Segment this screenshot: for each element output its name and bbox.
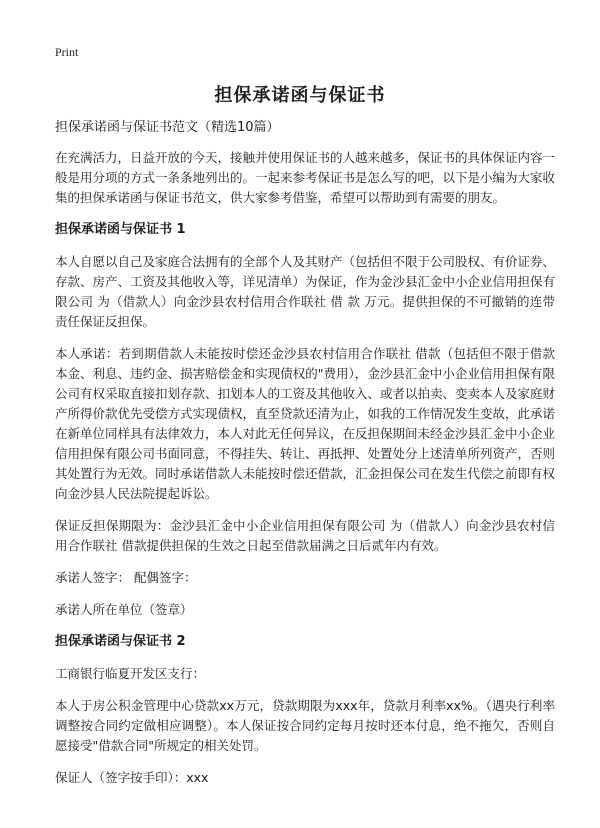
section-1-paragraph-1: 本人自愿以自己及家庭合法拥有的全部个人及其财产（包括但不限于公司股权、有价证券、存款、房产、工资及其他收入等，详见清单）为保证，作为金沙县汇金中小企业信用担保有限公司 为（借款人）向金沙县农村信用合作联社 借 款 万元。提供担保的不可撤销的连带责任保证反担保。 — [55, 254, 556, 329]
section-2-addressee: 工商银行临夏开发区支行： — [55, 666, 206, 681]
section-1-heading: 担保承诺函与保证书 1 — [55, 222, 186, 237]
document-subtitle: 担保承诺函与保证书范文（精选10篇） — [55, 120, 280, 135]
intro-paragraph: 在充满活力，日益开放的今天，接触并使用保证书的人越来越多，保证书的具体保证内容一般是用分项的方式一条条地列出的。一起来参考保证书是怎么写的吧，以下是小编为大家收集的担保承诺函与保证书范文，供大家参考借鉴，希望可以帮助到有需要的朋友。 — [55, 150, 556, 205]
section-1-unit-seal-line: 承诺人所在单位（签章） — [55, 602, 193, 617]
document-body — [55, 118, 555, 800]
print-label: Print — [55, 45, 79, 59]
section-1-paragraph-2: 本人承诺：若到期借款人未能按时偿还金沙县农村信用合作联社 借款（包括但不限于借款本金、利息、违约金、损害赔偿金和实现债权的"费用），金沙县汇金中小企业信用担保有限公司有权采取直接扣划存款、扣划本人的工资及其他收入、或者以拍卖、变卖本人及家庭财产所得价款优先受偿方式实现债权，直至贷款还清为止，如我的工作情况发生变故，此承诺在新单位同样具有法律效力，本人对此无任何异议，在反担保期间未经金沙县汇金中小企业信用担保有限公司书面同意，不得挂失、转让、再抵押、处置处分上述清单所列资产，否则其处置行为无效。同时承诺借款人未能按时偿还借款，汇金担保公司在发生代偿之前即有权向金沙县人民法院提起诉讼。 — [55, 346, 556, 501]
document-title: 担保承诺函与保证书 — [214, 85, 386, 106]
section-2-guarantor-line: 保证人（签字按手印）：xxx — [55, 770, 209, 785]
section-1-signature-line: 承诺人签字： 配偶签字： — [55, 570, 197, 585]
section-2-paragraph: 本人于房公积金管理中心贷款xx万元，贷款期限为xxx年，贷款月利率xx%。（遇央行利率调整按合同约定做相应调整）。本人保证按合同约定每月按时还本付息，绝不拖欠，否则自愿接受"借款合同"所规定的相关处罚。 — [55, 698, 555, 753]
section-2-heading: 担保承诺函与保证书 2 — [55, 634, 186, 649]
section-1-paragraph-3: 保证反担保期限为：金沙县汇金中小企业信用担保有限公司 为（借款人）向金沙县农村信用合作联社 借款提供担保的生效之日起至借款届满之日后贰年内有效。 — [55, 518, 555, 553]
